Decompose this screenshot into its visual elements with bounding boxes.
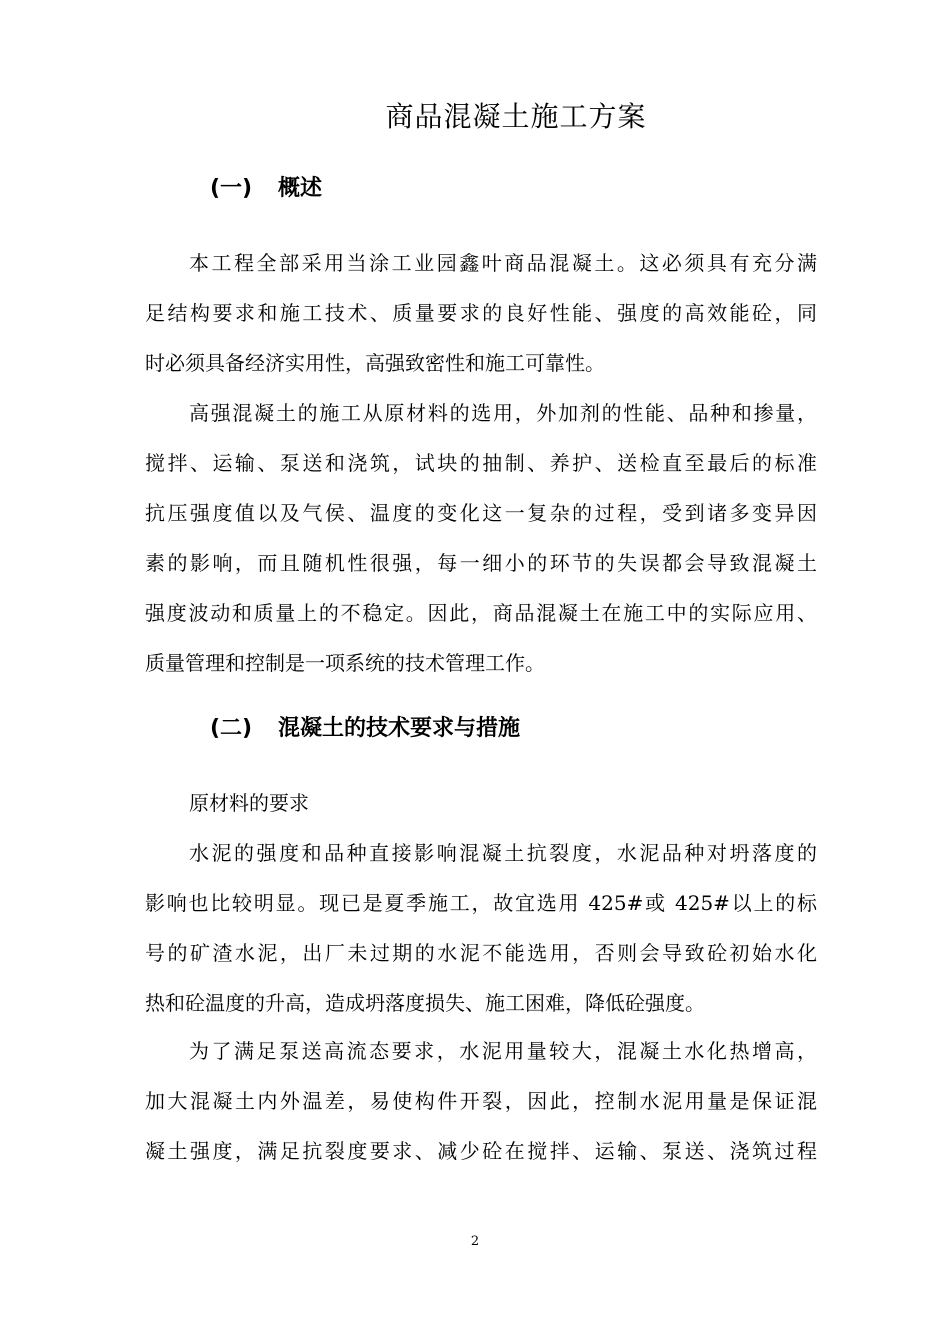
text-line: 时必须具备经济实用性，高强致密性和施工可靠性。	[145, 351, 605, 375]
section-heading-requirements	[210, 714, 520, 744]
paragraph-overview-1	[145, 238, 817, 388]
document-title: 商品混凝土施工方案	[385, 100, 647, 133]
section-number: (二)	[210, 716, 253, 741]
paragraph-cement	[145, 828, 817, 1028]
text-line: 足结构要求和施工技术、质量要求的良好性能、强度的高效能砼，同	[145, 301, 817, 325]
paragraph-overview-2	[145, 388, 817, 688]
text-line: 水泥的强度和品种直接影响混凝土抗裂度，水泥品种对坍落度的	[189, 841, 817, 865]
section-title: 混凝土的技术要求与措施	[278, 716, 521, 741]
text-line: 强度波动和质量上的不稳定。因此，商品混凝土在施工中的实际应用、	[145, 601, 817, 625]
section-number: (一)	[210, 176, 253, 201]
subheading-raw-materials: 原材料的要求	[189, 791, 309, 815]
page-number: 2	[470, 1234, 480, 1249]
text-line: 热和砼温度的升高，造成坍落度损失、施工困难，降低砼强度。	[145, 991, 705, 1015]
text-line: 号的矿渣水泥，出厂未过期的水泥不能选用，否则会导致砼初始水化	[145, 941, 817, 965]
section-title: 概述	[278, 176, 323, 201]
text-line: 抗压强度值以及气侯、温度的变化这一复杂的过程，受到诸多变异因	[145, 501, 817, 525]
text-line: 凝土强度，满足抗裂度要求、减少砼在搅拌、运输、泵送、浇筑过程	[145, 1139, 817, 1163]
text-line: 加大混凝土内外温差，易使构件开裂，因此，控制水泥用量是保证混	[145, 1089, 817, 1113]
text-line: 高强混凝土的施工从原材料的选用，外加剂的性能、品种和掺量，	[189, 401, 817, 425]
text-line: 为了满足泵送高流态要求，水泥用量较大，混凝土水化热增高，	[189, 1039, 817, 1063]
paragraph-pumping	[145, 1026, 817, 1176]
text-line: 质量管理和控制是一项系统的技术管理工作。	[145, 651, 545, 675]
text-line: 搅拌、运输、泵送和浇筑，试块的抽制、养护、送检直至最后的标准	[145, 451, 817, 475]
text-line: 本工程全部采用当涂工业园鑫叶商品混凝土。这必须具有充分满	[189, 251, 817, 275]
text-line: 素的影响，而且随机性很强，每一细小的环节的失误都会导致混凝土	[145, 551, 817, 575]
text-line: 影响也比较明显。现已是夏季施工，故宜选用 425#或 425#以上的标	[145, 891, 817, 915]
section-heading-overview	[210, 174, 322, 204]
